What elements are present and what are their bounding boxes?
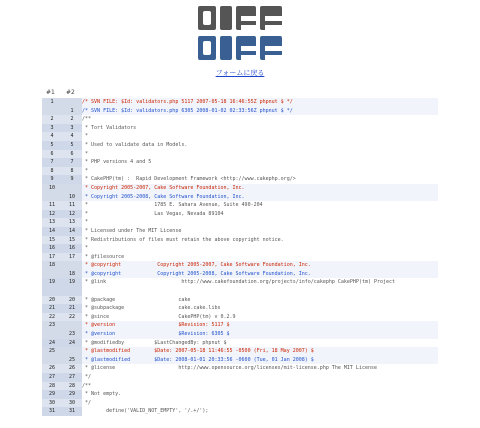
- code-line: * @license http://www.opensource.org/licenses/mit-license.php The MIT License: [82, 364, 438, 373]
- line-number-file-2: 13: [62, 218, 82, 227]
- line-number-file-2: 10: [62, 193, 82, 202]
- diff-row: [42, 115, 438, 124]
- line-number-file-1: 2: [42, 115, 62, 124]
- line-number-file-1: 24: [42, 339, 62, 348]
- code-line: * Used to validate data in Models.: [82, 141, 438, 150]
- diff-row-removed: [42, 347, 438, 356]
- line-number-file-1: 10: [42, 184, 62, 193]
- code-line: *: [82, 244, 438, 253]
- diff-row: [42, 253, 438, 262]
- line-number-file-2: 6: [62, 150, 82, 159]
- line-number-file-1: [42, 270, 62, 279]
- diff-row-removed: [42, 261, 438, 270]
- line-number-file-1: 12: [42, 210, 62, 219]
- diff-row: [42, 304, 438, 313]
- line-number-file-1: 28: [42, 382, 62, 391]
- line-number-file-1: 4: [42, 132, 62, 141]
- diff-row: [42, 364, 438, 373]
- line-number-file-2: [62, 98, 82, 107]
- diff-row: [42, 141, 438, 150]
- diff-row: [42, 339, 438, 348]
- code-line: * Not empty.: [82, 390, 438, 399]
- diff-logo: [196, 4, 284, 64]
- diff-row: [42, 167, 438, 176]
- code-line: /* SVN FILE: $Id: validators.php 5117 2007-05-18 16:46:55Z phpnut $ */: [82, 98, 438, 107]
- code-line: * @package cake: [82, 296, 438, 305]
- diff-row-added: [42, 270, 438, 279]
- line-number-file-1: 8: [42, 167, 62, 176]
- line-number-file-1: 20: [42, 296, 62, 305]
- diff-row-added: [42, 107, 438, 116]
- line-number-file-2: 20: [62, 296, 82, 305]
- diff-row: [42, 236, 438, 245]
- diff-row: [42, 244, 438, 253]
- line-number-file-1: 6: [42, 150, 62, 159]
- diff-row: [42, 227, 438, 236]
- column-header-file-1: #1: [46, 89, 55, 96]
- line-number-file-1: 21: [42, 304, 62, 313]
- line-number-file-1: 3: [42, 124, 62, 133]
- diff-row: [42, 382, 438, 391]
- line-number-file-2: 21: [62, 304, 82, 313]
- diff-row: [42, 218, 438, 227]
- line-number-file-1: 13: [42, 218, 62, 227]
- code-line: *: [82, 132, 438, 141]
- line-number-file-1: 1: [42, 98, 62, 107]
- line-number-file-2: 30: [62, 399, 82, 408]
- line-number-file-2: 22: [62, 313, 82, 322]
- diff-row: [42, 399, 438, 408]
- diff-row: [42, 175, 438, 184]
- line-number-file-2: 28: [62, 382, 82, 391]
- code-line: * CakePHP(tm) : Rapid Development Framework <http://www.cakephp.org/>: [82, 175, 438, 184]
- code-line: * 1785 E. Sahara Avenue, Suite 490-204: [82, 201, 438, 210]
- line-number-file-1: 5: [42, 141, 62, 150]
- code-line: * @subpackage cake.cake.libs: [82, 304, 438, 313]
- line-number-file-1: 7: [42, 158, 62, 167]
- diff-row: [42, 373, 438, 382]
- back-to-form-link[interactable]: フォームに戻る: [215, 69, 265, 77]
- line-number-file-2: 5: [62, 141, 82, 150]
- code-line: /**: [82, 382, 438, 391]
- diff-row: [42, 278, 438, 295]
- line-number-file-2: 3: [62, 124, 82, 133]
- code-line: * Las Vegas, Nevada 89104: [82, 210, 438, 219]
- diff-logo-graphic: [196, 4, 284, 64]
- line-number-file-2: 15: [62, 236, 82, 245]
- code-line: * Copyright 2005-2008, Cake Software Foundation, Inc.: [82, 193, 438, 202]
- diff-row: [42, 150, 438, 159]
- line-number-file-2: 23: [62, 330, 82, 339]
- line-number-file-2: 12: [62, 210, 82, 219]
- line-number-file-2: [62, 261, 82, 270]
- line-number-file-2: [62, 321, 82, 330]
- line-number-file-1: 31: [42, 407, 62, 416]
- line-number-file-1: 14: [42, 227, 62, 236]
- code-line: * PHP versions 4 and 5: [82, 158, 438, 167]
- line-number-file-1: 25: [42, 347, 62, 356]
- diff-row: [42, 132, 438, 141]
- code-line: /* SVN FILE: $Id: validators.php 6305 2008-01-02 02:33:56Z phpnut $ */: [82, 107, 438, 116]
- line-number-file-2: 9: [62, 175, 82, 184]
- line-number-file-2: [62, 184, 82, 193]
- line-number-file-1: 11: [42, 201, 62, 210]
- diff-row-removed: [42, 184, 438, 193]
- line-number-file-1: 30: [42, 399, 62, 408]
- diff-row: [42, 201, 438, 210]
- line-number-file-1: 27: [42, 373, 62, 382]
- line-number-file-1: 16: [42, 244, 62, 253]
- line-number-file-1: [42, 330, 62, 339]
- line-number-file-1: 26: [42, 364, 62, 373]
- line-number-file-2: 1: [62, 107, 82, 116]
- line-number-file-2: 31: [62, 407, 82, 416]
- code-line: * @copyright Copyright 2005-2008, Cake Software Foundation, Inc.: [82, 270, 438, 279]
- line-number-file-2: 7: [62, 158, 82, 167]
- line-number-file-1: 15: [42, 236, 62, 245]
- code-line: *: [82, 218, 438, 227]
- diff-row-removed: [42, 321, 438, 330]
- line-number-file-2: 2: [62, 115, 82, 124]
- code-line: * @link http://www.cakefoundation.org/projects/info/cakephp CakePHP(tm) Project: [82, 278, 438, 295]
- line-number-file-1: 19: [42, 278, 62, 295]
- line-number-file-1: 17: [42, 253, 62, 262]
- diff-row: [42, 407, 438, 416]
- code-line: * Copyright 2005-2007, Cake Software Foundation, Inc.: [82, 184, 438, 193]
- line-number-file-2: 19: [62, 278, 82, 295]
- code-line: */: [82, 399, 438, 408]
- line-number-file-1: 23: [42, 321, 62, 330]
- code-line: * Licensed under The MIT License: [82, 227, 438, 236]
- column-header-file-2: #2: [66, 89, 75, 96]
- line-number-file-2: 27: [62, 373, 82, 382]
- line-number-file-2: 14: [62, 227, 82, 236]
- code-line: * @lastmodified $Date: 2008-01-01 20:33:56 -0600 (Tue, 01 Jan 2008) $: [82, 356, 438, 365]
- line-number-file-2: 26: [62, 364, 82, 373]
- line-number-file-1: 9: [42, 175, 62, 184]
- diff-row-added: [42, 193, 438, 202]
- line-number-file-2: 16: [62, 244, 82, 253]
- diff-row-added: [42, 330, 438, 339]
- code-line: * @filesource: [82, 253, 438, 262]
- line-number-file-2: 24: [62, 339, 82, 348]
- line-number-file-2: 17: [62, 253, 82, 262]
- diff-row-added: [42, 356, 438, 365]
- code-line: /**: [82, 115, 438, 124]
- code-line: * @version $Revision: 5117 $: [82, 321, 438, 330]
- line-number-file-1: 29: [42, 390, 62, 399]
- line-number-file-2: 8: [62, 167, 82, 176]
- code-line: * @lastmodified $Date: 2007-05-18 11:46:55 -0500 (Fri, 18 May 2007) $: [82, 347, 438, 356]
- diff-row: [42, 313, 438, 322]
- line-number-file-1: [42, 107, 62, 116]
- line-number-file-1: 22: [42, 313, 62, 322]
- diff-table: [42, 98, 438, 416]
- diff-row-removed: [42, 98, 438, 107]
- code-line: * @version $Revision: 6305 $: [82, 330, 438, 339]
- code-line: */: [82, 373, 438, 382]
- code-line: *: [82, 167, 438, 176]
- line-number-file-2: 4: [62, 132, 82, 141]
- line-number-file-2: 11: [62, 201, 82, 210]
- diff-row: [42, 158, 438, 167]
- diff-row: [42, 296, 438, 305]
- line-number-file-2: 29: [62, 390, 82, 399]
- diff-row: [42, 124, 438, 133]
- line-number-file-2: [62, 347, 82, 356]
- line-number-file-1: [42, 356, 62, 365]
- code-line: define('VALID_NOT_EMPTY', '/.+/');: [82, 407, 438, 416]
- code-line: *: [82, 150, 438, 159]
- code-line: * Redistributions of files must retain the above copyright notice.: [82, 236, 438, 245]
- line-number-file-1: [42, 193, 62, 202]
- line-number-file-2: 25: [62, 356, 82, 365]
- code-line: * Tort Validators: [82, 124, 438, 133]
- code-line: * @copyright Copyright 2005-2007, Cake Software Foundation, Inc.: [82, 261, 438, 270]
- line-number-file-1: 18: [42, 261, 62, 270]
- code-line: * @modifiedby $LastChangedBy: phpnut $: [82, 339, 438, 348]
- diff-row: [42, 210, 438, 219]
- diff-row: [42, 390, 438, 399]
- code-line: * @since CakePHP(tm) v 0.2.9: [82, 313, 438, 322]
- line-number-file-2: 18: [62, 270, 82, 279]
